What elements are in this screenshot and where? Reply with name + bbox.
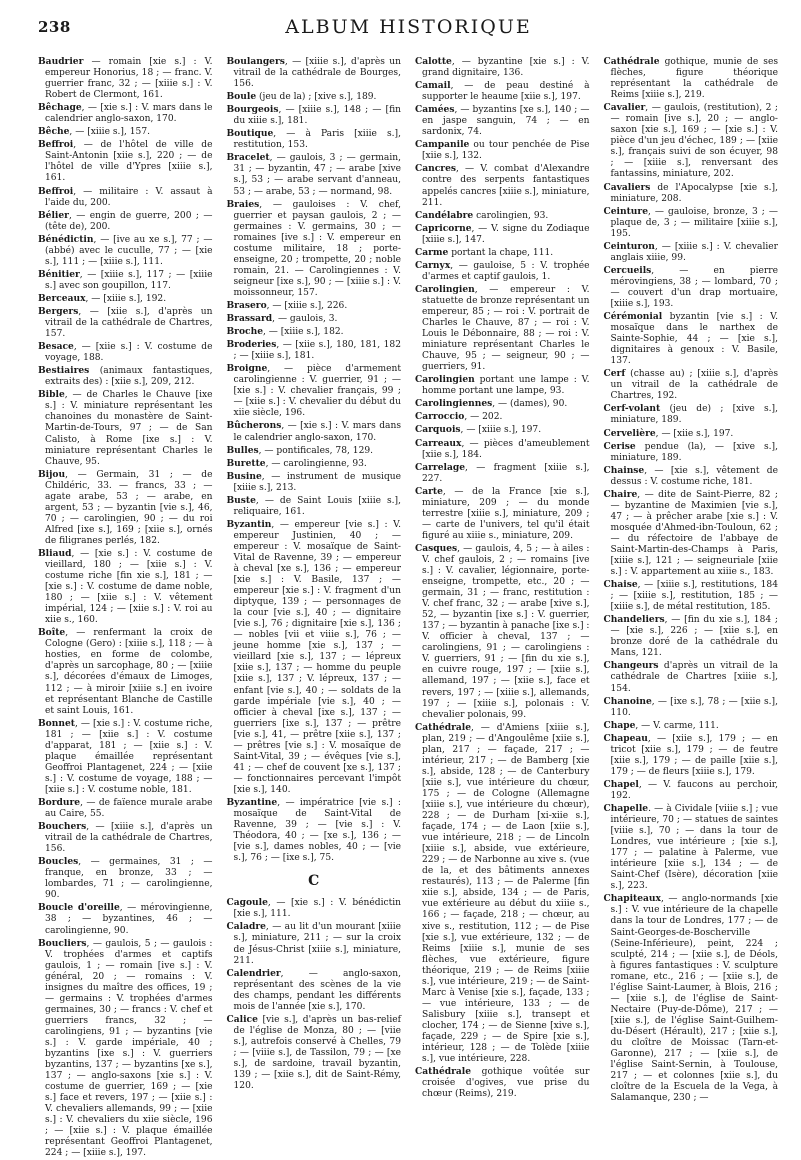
entry-headword: Boutique — [226, 128, 274, 140]
index-entry — [415, 424, 590, 436]
index-entry — [604, 182, 779, 205]
entry-references: , — empereur [vie s.] : V. empereur Justinien, 40 ; — empereur : V. mosaïque de Saint-Vital de Ravenne, 39 ; — empereur à cheval [xe s.], 136 ; — empereur [xie s.] : V. Basile, 137 ; — empereur [xie s.] : V. fragment d'un diptyque, 139 ; — personnages de la cour [vie s.], 40 ; — dignitaire [vie s.], 76 ; dignitaire [xie s.], 136 ; — nobles [vii et viiie s.], 76 ; — jeune homme [xie s.], 137 ; — vieillard [xie s.], 137 ; — lépreux [xiie s.], 137 ; — homme du peuple [xiie s.], 137 ; V. lépreux, 137 ; — enfant [vie s.], 40 ; — soldats de la garde impériale [vie s.], 40 ; — officier à cheval [ixe s.], 137 ; — guerriers [ixe s.], 137 ; — prêtre [vie s.], 41, — prêtre [xiie s.], 137 ; — prêtres [vie s.] : V. mosaïque de Saint-Vital, 39 ; — évêques [vie s.], 41 ; — chef de couvent [xe s.], 137 ; — fonctionnaires percevant l'impôt [xie s.], 140. — [233, 519, 401, 795]
entry-references: , — [xiiie s.], 226. — [266, 300, 348, 311]
entry-references: , — instrument de musique [xiiie s.], 213. — [233, 471, 401, 493]
index-entry — [604, 803, 779, 892]
index-entry — [38, 186, 213, 209]
entry-headword: Chainse — [603, 464, 645, 476]
entry-headword: Boule — [226, 91, 257, 103]
index-entry — [38, 389, 213, 467]
index-entry — [415, 411, 590, 423]
entry-references: , — pièces d'ameublement [xiie s.], 184. — [422, 438, 590, 460]
index-entry — [604, 489, 779, 578]
entry-headword: Cerf — [603, 368, 626, 380]
entry-headword: Cervelière — [603, 427, 656, 439]
entry-references: . — à Cividale [viiie s.] ; vue intérieure, 70 ; — statues de saintes [viiie s.], 70 ; — dans la tour de Londres, vue intérieure ; [xie s.], 177 ; — palatine à Palerme, vue intérieure [xiie s.], 134 ; — de Saint-Chef (Isère), décoration [xiie s.], 223. — [610, 804, 778, 892]
entry-references: (jeu de la) ; [xive s.], 189. — [256, 92, 377, 103]
index-entry — [604, 56, 779, 101]
entry-references: , — de faïence murale arabe au Caire, 55. — [45, 798, 213, 820]
entry-references: , — pontificales, 78, 129. — [258, 445, 374, 456]
entry-references: , — V. faucons au perchoir, 192. — [610, 779, 778, 801]
index-entry — [227, 363, 402, 419]
index-entry — [415, 163, 590, 208]
entry-headword: Cerise — [603, 440, 636, 452]
entry-references: , — gauloise, bronze, 3 ; — plaque de, 3 ; — militaire [xiiie s.], 195. — [610, 206, 778, 239]
index-entry — [604, 428, 779, 440]
entry-headword: Candélabre — [415, 209, 474, 221]
entry-headword: Chapeau — [603, 732, 648, 744]
entry-headword: Bourgeois — [226, 104, 279, 116]
entry-references: , — [xiiie s.], 182. — [262, 327, 344, 338]
entry-references: , — pièce d'armement carolingienne : V. guerrier, 91 ; — [xie s.] : V. chevalier français, 99 ; — [xiie s.] : V. chevalier du début du xiie siècle, 196. — [233, 364, 401, 419]
entry-headword: Carme — [415, 246, 449, 258]
entry-headword: Calice — [226, 1013, 258, 1025]
entry-references: , — [ixe s.], 78 ; — [xiie s.], 110. — [610, 696, 778, 718]
entry-headword: Beffroi — [38, 139, 74, 151]
index-entry — [604, 311, 779, 367]
entry-headword: Berceaux — [38, 292, 86, 304]
entry-headword: Bélier — [38, 209, 69, 221]
index-entry — [38, 821, 213, 855]
entry-headword: Bouchers — [38, 821, 87, 833]
entry-references: , — mérovingienne, 38 ; — byzantines, 46 ; — carolingienne, 90. — [45, 903, 213, 936]
entry-references: , — [xie s.], vêtement de dessus : V. costume riche, 181. — [610, 465, 778, 487]
entry-references: , — [xiiie s.] : V. chevalier anglais xiiie, 99. — [610, 241, 778, 263]
entry-headword: Chapelle — [603, 803, 649, 814]
index-entry — [227, 56, 402, 90]
index-entry — [604, 265, 779, 310]
index-entry — [227, 313, 402, 325]
entry-references: , — [xiiie s.], restitutions, 184 ; — [xiiie s.], restitution, 185 ; — [xiiie s.], de métal restitution, 185. — [610, 580, 778, 613]
entry-references: , — gauloise, 5 : V. trophée d'armes et captif gaulois, 1. — [422, 260, 590, 282]
index-entry — [604, 102, 779, 180]
page-header — [38, 12, 779, 50]
entry-references: , — [ive au xe s.], 77 ; — (abbé) avec le cuculle, 77 ; — [xie s.], 111 ; — [xiiie s.], 111. — [45, 234, 213, 267]
entry-references: portant la chape, 111. — [448, 247, 554, 258]
entry-references: , — anglo-normands [xie s.] : V. vue intérieure de la chapelle dans la tour de Londres, 177 ; — de Saint-Georges-de-Boscherville (Seine-Inférieure), peint, 224 ; sculpté, 214 ; — [xiie s.], de Déols, à figures fantastiques : V. sculpture romane, etc., 216 ; — [xiie s.], de l'église Saint-Laumer, à Blois, 216 ; — [xiie s.], de l'église de Saint-Nectaire (Puy-de-Dôme), 217 ; — [xiie s.], de l'église Saint-Guilhem-du-Désert (Hérault), 217 ; [xiie s.], du cloître de Moissac (Tarn-et-Garonne), 217 ; — [xiie s.], de l'église Saint-Sernin, à Toulouse, 217 ; — et colonnes [xiie s.], du cloître de la Escuela de la Vega, à Salamanque, 230 ; — — [610, 894, 778, 1104]
entry-references: , — [xiiie s.], 192. — [85, 293, 167, 304]
entry-headword: Cathédrale — [415, 721, 472, 733]
index-entry — [415, 374, 590, 397]
entry-references: , — fragment [xiiie s.], 227. — [422, 462, 590, 484]
entry-headword: Bliaud — [38, 547, 72, 559]
entry-headword: Boulangers — [226, 56, 285, 67]
entry-references: , — de l'hôtel de ville de Saint-Antonin [xiie s.], 220 ; — de l'hôtel de ville d'Ypres [xiiie s.], 161. — [45, 140, 213, 184]
index-entry — [227, 326, 402, 338]
index-entry — [38, 856, 213, 901]
entry-references: , — de Charles le Chauve [ixe s.] : V. miniature représentant les chanoines du monastère de Saint-Martin-de-Tours, 97 ; — de San Calisto, à Rome [ixe s.] : V. miniature représentant Charles le Chauve, 95. — [45, 390, 213, 467]
entry-headword: Cerf-volant — [603, 403, 661, 415]
running-title: ALBUM HISTORIQUE — [285, 16, 532, 38]
entry-headword: Boucliers — [38, 937, 87, 949]
entry-references: , — de Saint Louis [xiiie s.], reliquaire, 161. — [233, 495, 401, 517]
index-entry — [415, 1066, 590, 1100]
index-entry — [415, 284, 590, 373]
index-entry — [227, 104, 402, 127]
index-entry — [604, 579, 779, 613]
entry-references: , — [fin du xie s.], 184 ; — [xie s.], 226 ; — [xiie s.], en bronze doré de la cathédrale du Mans, 121. — [610, 615, 778, 659]
entry-headword: Carolingiennes — [415, 398, 493, 410]
index-entry — [415, 80, 590, 103]
entry-references: , — de peau destiné à supporter le heaume [xiie s.], 197. — [422, 81, 590, 103]
index-entry — [604, 733, 779, 778]
entry-references: (chasse au) ; [xiiie s.], d'après un vitrail de la cathédrale de Chartres, 192. — [610, 369, 778, 402]
entry-references: , — byzantine [xie s.] : V. grand dignitaire, 136. — [422, 57, 590, 79]
entry-headword: Cagoule — [226, 897, 268, 909]
index-entry — [604, 893, 779, 1104]
index-entry — [38, 938, 213, 1160]
entry-references: gothique voûtée sur croisée d'ogives, vue prise du chœur (Reims), 219. — [422, 1067, 590, 1100]
entry-headword: Besace — [38, 341, 74, 353]
index-entry — [604, 241, 779, 264]
entry-headword: Boîte — [38, 627, 66, 639]
entry-references: pendue (la), — [xive s.], miniature, 189. — [610, 441, 778, 463]
entry-references: , — en pierre mérovingiens, 38 ; — lombard, 70 ; — couvert d'un drap mortuaire, [xiiie s.], 193. — [610, 265, 778, 309]
index-entry — [227, 519, 402, 796]
entry-references: , — [xiiie s.], 117 ; — [xiiie s.] avec son goupillon, 117. — [45, 269, 213, 291]
entry-headword: Bénitier — [38, 268, 80, 280]
index-entry — [227, 128, 402, 151]
entry-references: , — V. signe du Zodiaque [xiiie s.], 147. — [422, 223, 590, 245]
index-entry — [415, 462, 590, 485]
index-entry — [38, 102, 213, 125]
entry-headword: Chanoine — [603, 695, 652, 707]
index-entry — [227, 471, 402, 494]
entry-headword: Carolingien — [415, 283, 475, 295]
index-entry — [38, 293, 213, 305]
index-entry — [227, 91, 402, 103]
entry-references: , — gaulois, 3 ; — germain, 31 ; — byzantin, 47 ; — arabe [xive s.], 53 ; — arabe servant d'anneau, 53 ; — arabe, 53 ; — normand, 98. — [233, 153, 401, 197]
entry-references: , — gaulois, 4, 5 ; — à ailes : V. chef gaulois, 2 ; — romains [ive s.] : V. cavalier, légionnaire, porte-enseigne, trompette, etc., 20 ; — germain, 31 ; — franc, restitution : V. chef franc, 32 ; — arabe [xive s.], 52, — byzantin [ixe s.] : V. guerrier, 137 ; — byzantin à panache [ixe s.] : V. officier à cheval, 137 ; — carolingiens, 91 ; — carolingiens : V. guerriers, 91 ; — [fin du xie s.], en cuivre rouge, 197 ; — [xiie s.], allemand, 197 ; — [xiie s.], face et revers, 197 ; — [xiiie s.], allemands, 197 ; — [xiiie s.], polonais : V. chevalier polonais, 99. — [422, 543, 590, 720]
entry-headword: Broche — [226, 326, 263, 338]
entry-headword: Carquois — [415, 424, 461, 436]
index-entry — [227, 339, 402, 362]
entry-headword: Baudrier — [38, 56, 84, 67]
index-entry — [604, 779, 779, 802]
index-entry — [415, 104, 590, 138]
entry-headword: Campanile — [415, 139, 470, 151]
entry-references: , — [xiiie s.], 148 ; — [fin du xiiie s.], 181. — [233, 105, 401, 127]
index-columns — [38, 56, 778, 1159]
page-number: 238 — [38, 18, 71, 36]
entry-references: , — [xiie s.], d'après un vitrail de la cathédrale de Chartres, 157. — [45, 306, 213, 340]
entry-headword: Carroccio — [415, 411, 465, 423]
entry-references: , — [xiie s.], 197. — [655, 428, 734, 439]
index-entry — [227, 152, 402, 197]
entry-headword: Bêche — [38, 126, 70, 138]
entry-references: , — de la France [xie s.], miniature, 209 ; — du monde terrestre [xiiie s.], miniature, 209 ; — carte de l'univers, tel qu'il était figuré au xiiie s., miniature, 209. — [422, 486, 590, 541]
entry-references: , — gaulois, 5 ; — gaulois : V. trophées d'armes et captifs gaulois, 1 ; — romain [ive s.] : V. général, 20 ; — romains : V. insignes du maître des offices, 19 ; — germains : V. trophées d'armes germaines, 30 ; — francs : V. chef et guerriers francs, 32 ; — carolingiens, 91 ; — byzantins [vie s.] : V. garde impériale, 40 ; byzantins [ixe s.] : V. guerriers byzantins, 137 ; — byzantins [xe s.], 137 ; — anglo-saxons [xie s.] : V. costume de guerrier, 169 ; — [xie s.] face et revers, 197 ; — [xiie s.] : V. chevaliers allemands, 99 ; — [xiie s.] : V. chevaliers du xiie siècle, 196 ; — [xiie s.] : V. plaque émaillée représentant Geoffroi Plantagenet, 224 ; — [xiiie s.], 197. — [45, 938, 213, 1159]
entry-headword: Boucle d'oreille — [38, 902, 120, 914]
index-entry — [227, 495, 402, 518]
entry-headword: Beffroi — [38, 185, 74, 197]
entry-references: , — [xiiie s.], 157. — [69, 127, 150, 138]
entry-references: , — [xiie s.], 180, 181, 182 ; — [xiiie s.], 181. — [233, 340, 401, 362]
index-entry — [604, 465, 779, 488]
entry-headword: Changeurs — [603, 660, 659, 672]
entry-headword: Byzantine — [226, 797, 278, 808]
entry-headword: Chaise — [603, 579, 638, 591]
entry-references: (jeu de) ; [xive s.], miniature, 189. — [610, 404, 778, 426]
index-entry — [38, 627, 213, 716]
index-entry — [38, 718, 213, 796]
entry-headword: Bordure — [38, 797, 81, 808]
entry-headword: Cathédrale — [603, 56, 660, 67]
entry-references: , — au lit d'un mourant [xiiie s.], miniature, 211 ; — sur la croix de Jésus-Christ [xiiie s.], miniature, 211. — [233, 922, 401, 966]
entry-references: , — d'Amiens [xiiie s.], plan, 219 ; — d'Angoulême [xiie s.], plan, 217 ; — façade, 217 ; — intérieur, 217 ; — de Bamberg [xie s.], abside, 128 ; — de Canterbury [xiie s.], vue intérieure du chœur, 175 ; — de Cologne (Allemagne [xiiie s.], vue intérieure du chœur), 228 ; — de Durham [xi-xiie s.], façade, 174 ; — de Laon [xiie s.], vue intérieure, 218 ; — de Lincoln [xiiie s.], abside, vue extérieure, 229 ; — de Narbonne au xive s. (vue de la, et des bâtiments annexes restaurés), 113 ; — de Palerme [fin xiie s.], abside, 134 ; — de Paris, vue extérieure au début du xiiie s., 166 ; — façade, 218 ; — chœur, au xive s., restitution, 112 ; — de Pise [xie s.], vue extérieure, 132 ; — de Reims [xiiie s.], munie de ses flèches, vue extérieure, figure théorique, 219 ; — de Reims [xiiie s.], vue intérieure, 219 ; — de Saint-Marc à Venise [xie s.], façade, 133 ; — vue intérieure, 133 ; — de Salisbury [xiiie s.], transept et clocher, 174 ; — de Sienne [xive s.], façade, 229 ; — de Spire [xie s.], intérieur, 128 ; — de Tolède [xiiie s.], vue intérieure, 228. — [422, 722, 590, 1065]
index-entry — [415, 247, 590, 259]
index-entry — [227, 458, 402, 470]
entry-references: , — à Paris [xiiie s.], restitution, 153. — [233, 129, 401, 151]
entry-references: ou tour penchée de Pise [xiie s.], 132. — [422, 140, 590, 162]
entry-headword: Ceinture — [603, 205, 648, 217]
entry-headword: Cancres — [415, 163, 456, 175]
entry-headword: Camées — [415, 104, 455, 116]
entry-references: , — carolingienne, 93. — [265, 458, 367, 469]
column-3 — [415, 56, 590, 1100]
index-entry — [38, 548, 213, 626]
index-entry — [415, 56, 590, 79]
entry-references: , — engin de guerre, 200 ; — (tête de), 200. — [45, 210, 213, 232]
entry-headword: Buste — [226, 494, 256, 506]
entry-headword: Chapiteaux — [603, 893, 661, 905]
index-entry — [415, 722, 590, 1065]
entry-headword: Carreaux — [415, 437, 462, 449]
entry-references: , — [xie s.] : V. bénédictin [xie s.], 111. — [233, 898, 401, 920]
index-entry — [415, 486, 590, 542]
entry-references: , — [xie s.] : V. mars dans le calendrier anglo-saxon, 170. — [233, 421, 401, 443]
index-entry — [604, 368, 779, 402]
index-entry — [38, 306, 213, 340]
entry-headword: Capricorne — [415, 222, 472, 234]
entry-references: , — [xie s.] : V. costume riche, 181 ; — [xiie s.] : V. costume d'apparat, 181 ; — [xiie s.] : V. plaque émaillée représentant Geoffroi Plantagenet, 224 ; — [xiie s.] : V. costume de voyage, 188 ; — [xiie s.] : V. costume noble, 181. — [45, 718, 213, 795]
entry-headword: Busine — [226, 470, 262, 482]
index-entry — [38, 234, 213, 268]
index-entry — [415, 260, 590, 283]
entry-references: , — empereur : V. statuette de bronze représentant un empereur, 85 ; — roi : V. portrait de Charles le Chauve, 87 ; — roi : V. Louis le Débonnaire, 88 ; — roi : V. miniature représentant Charles le Chauve, 95 ; — seigneur, 90 ; — guerriers, 91. — [422, 284, 590, 373]
index-entry — [227, 1014, 402, 1092]
entry-headword: Broigne — [226, 363, 268, 375]
entry-references: , — byzantins [xe s.], 140 ; — en jaspe sanguin, 74 ; — en sardonix, 74. — [422, 105, 590, 138]
entry-references: — romain [xie s.] : V. empereur Honorius, 18 ; — franc. V. guerrier franc, 32 ; — [xiiie s.] : V. Robert de Clermont, 161. — [45, 57, 213, 101]
index-entry — [415, 210, 590, 222]
entry-headword: Broderies — [226, 339, 277, 351]
section-letter-heading: C — [308, 873, 320, 890]
index-entry — [38, 902, 213, 936]
entry-headword: Carrelage — [415, 461, 465, 473]
entry-headword: Brasero — [226, 299, 267, 311]
entry-headword: Cavaliers — [603, 181, 651, 193]
entry-headword: Bonnet — [38, 717, 75, 729]
entry-headword: Bracelet — [226, 152, 270, 164]
entry-headword: Braies — [226, 198, 260, 210]
entry-headword: Calotte — [415, 56, 452, 67]
entry-headword: Carte — [415, 485, 443, 497]
index-entry — [227, 797, 402, 864]
index-entry — [604, 660, 779, 694]
index-entry — [38, 797, 213, 820]
entry-headword: Chape — [603, 719, 636, 731]
index-entry — [38, 469, 213, 547]
index-entry — [38, 365, 213, 388]
entry-headword: Cercueils — [603, 264, 652, 276]
entry-headword: Bijou — [38, 468, 66, 480]
entry-references: , — gaulois, (restitution), 2 ; — romain [ive s.], 20 ; — anglo-saxon [xie s.], 169 ; — [xie s.] : V. pièce d'un jeu d'échec, 189 ; — [xiie s.], français suivi de son écuyer, 98 ; — [xiiie s.], renversant des fantassins, miniature, 202. — [610, 103, 778, 180]
column-4 — [603, 56, 779, 1104]
entry-references: gothique, munie de ses flèches, figure théorique représentant la cathédrale de Reims [xiiie s.], 219. — [610, 57, 778, 101]
entry-headword: Chandeliers — [603, 614, 665, 626]
index-entry — [227, 897, 402, 920]
entry-references: , — [xiiie s.], 197. — [460, 425, 542, 436]
entry-references: portant une lampe : V. homme portant une lampe, 93. — [422, 375, 590, 397]
entry-references: , — [xie s.] : V. costume de vieillard, 180 ; — [xiie s.] : V. costume riche [fin xie s.], 181 ; — [xie s.] : V. costume de dame noble, 180 ; — [xiie s.] : V. vêtement impérial, 124 ; — [xiie s.] : V. roi au xiie s., 160. — [45, 548, 213, 626]
entry-references: , — 202. — [464, 412, 503, 423]
column-1 — [38, 56, 213, 1159]
entry-headword: Brassard — [226, 313, 273, 325]
entry-headword: Carolingien — [415, 374, 475, 386]
entry-references: , — anglo-saxon, représentant des scènes de la vie des champs, pendant les différents mois de l'année [xie s.], 170. — [233, 968, 401, 1012]
entry-headword: Boucles — [38, 856, 79, 868]
index-entry — [227, 921, 402, 966]
entry-references: , — V. carme, 111. — [635, 720, 719, 731]
entry-references: (animaux fantastiques, extraits des) : [xiie s.], 209, 212. — [45, 366, 213, 388]
index-entry — [227, 968, 402, 1013]
index-entry — [38, 126, 213, 138]
entry-references: , — militaire : V. assaut à l'aide du, 200. — [45, 186, 213, 208]
entry-headword: Bestiaires — [38, 365, 90, 377]
index-entry — [38, 139, 213, 184]
entry-references: , — germaines, 31 ; — franque, en bronze, 33 ; — lombardes, 71 ; — carolingienne, 90. — [45, 857, 213, 901]
entry-headword: Bêchage — [38, 102, 82, 114]
entry-references: , — gaulois, 3. — [272, 314, 338, 325]
index-entry — [227, 445, 402, 457]
index-entry — [604, 696, 779, 719]
entry-headword: Cérémonial — [603, 311, 663, 323]
index-entry — [415, 438, 590, 461]
entry-headword: Caladre — [226, 921, 266, 933]
index-entry — [227, 300, 402, 312]
entry-references: , — [xiie s.] : V. costume de voyage, 188. — [45, 342, 213, 364]
entry-headword: Burette — [226, 457, 266, 469]
entry-headword: Calendrier — [226, 967, 281, 979]
index-entry — [38, 341, 213, 364]
column-2 — [226, 56, 402, 1092]
entry-references: , — dite de Saint-Pierre, 82 ; — byzantine de Maximien [vie s.], 47 ; — à prêcher arabe [xie s.] : V. mosquée d'Ahmed-ibn-Touloun, 62 ; — du réfectoire de l'abbaye de Saint-Martin-des-Champs à Paris, [xiiie s.], 121 ; — seigneuriale [xiie s.] : V. appartement au xiiie s., 183. — [610, 489, 778, 578]
entry-headword: Bible — [38, 389, 65, 401]
entry-references: de l'Apocalypse [xie s.], miniature, 208. — [610, 182, 778, 204]
entry-references: , — Germain, 31 ; — de Childéric, 33. — francs, 33 ; — agate arabe, 53 ; — arabe, en argent, 53 ; — byzantin [vie s.], 46, 70 ; — carolingien, 90 ; — du roi Alfred [ixe s.], 169 ; [xiie s.], ornés de filigranes perlés, 182. — [45, 469, 213, 546]
entry-headword: Bûcherons — [226, 420, 282, 432]
entry-references: , — renfermant la croix de Cologne (Gero) : [xiiie s.], 118 ; — à hosties, en forme de colombe, d'après un sarcophage, 80 ; — [xiiie s.], décorées d'émaux de Limoges, 112 ; — à miroir [xiiie s.] en ivoire et représentant Blanche de Castille et saint Louis, 161. — [45, 628, 213, 716]
entry-headword: Carnyx — [415, 259, 451, 271]
entry-headword: Bulles — [226, 444, 259, 456]
index-entry — [415, 543, 590, 721]
index-entry — [604, 403, 779, 426]
index-entry — [415, 139, 590, 162]
entry-references: byzantin [vie s.] : V. mosaïque dans le narthex de Sainte-Sophie, 44 ; — [xie s.], dignitaires à genoux : V. Basile, 137. — [610, 312, 778, 367]
entry-references: d'après un vitrail de la cathédrale de Chartres [xiiie s.], 154. — [610, 661, 778, 694]
entry-references: , — [xie s.] : V. mars dans le calendrier anglo-saxon, 170. — [45, 103, 213, 125]
entry-headword: Ceinturon — [603, 240, 655, 252]
entry-references: , — impératrice [vie s.] : mosaïque de Saint-Vital de Ravenne, 39 ; — [vie s.] : V. Théodora, 40 ; — [xe s.], 136 ; — [vie s.], dames nobles, 40 ; — [vie s.], 76 ; — [ixe s.], 75. — [233, 798, 401, 864]
index-entry — [38, 269, 213, 292]
index-entry — [604, 720, 779, 732]
entry-references: , — V. combat d'Alexandre contre des serpents fantastiques appelés cancres [xiiie s.], miniature, 211. — [422, 164, 590, 208]
entry-headword: Byzantin — [226, 518, 272, 530]
index-entry — [604, 441, 779, 464]
entry-references: , — [xiiie s.], d'après un vitrail de la cathédrale de Chartres, 156. — [45, 822, 213, 855]
entry-headword: Camail — [415, 80, 451, 92]
index-entry — [415, 223, 590, 246]
entry-headword: Chaire — [603, 488, 638, 500]
index-entry — [227, 199, 402, 299]
entry-headword: Cavalier — [603, 102, 646, 114]
entry-references: , — (dames), 90. — [492, 399, 568, 410]
entry-references: , — gauloises : V. chef, guerrier et paysan gaulois, 2 ; — germaines : V. germains, 30 ; — romaines [ive s.] : V. empereur en costume militaire, 18 ; porte-enseigne, 20 ; trompette, 20 ; noble romain, 21. — Carolingiennes : V. seigneur [ixe s.], 90 ; — [xiiie s.] : V. moissonneur, 157. — [233, 199, 401, 298]
entry-headword: Bénédictin — [38, 233, 94, 245]
entry-headword: Chapel — [603, 778, 639, 790]
entry-references: carolingien, 93. — [473, 210, 549, 221]
index-entry — [38, 210, 213, 233]
entry-references: , — [xiie s.], 179 ; — en tricot [xiie s.], 179 ; — de feutre [xiie s.], 179 ; — de paille [xiie s.], 179 ; — de fleurs [xiiie s.], 179. — [610, 733, 778, 777]
entry-headword: Cathédrale — [415, 1066, 472, 1078]
entry-headword: Casques — [415, 542, 458, 554]
index-entry — [227, 420, 402, 443]
index-entry — [604, 206, 779, 240]
entry-references: [vie s.], d'après un bas-relief de l'église de Monza, 80 ; — [viie s.], autrefois conservé à Chelles, 79 ; — [viiie s.], de Tassilon, 79 ; — [xe s.], de sardoine, travail byzantin, 139 ; — [xiie s.], dit de Saint-Rémy, 120. — [233, 1014, 401, 1092]
entry-headword: Bergers — [38, 305, 79, 317]
entry-references: , — [xiiie s.], d'après un vitrail de la cathédrale de Bourges, 156. — [233, 57, 401, 90]
index-entry — [604, 614, 779, 659]
index-entry — [38, 56, 213, 101]
index-entry — [415, 398, 590, 410]
